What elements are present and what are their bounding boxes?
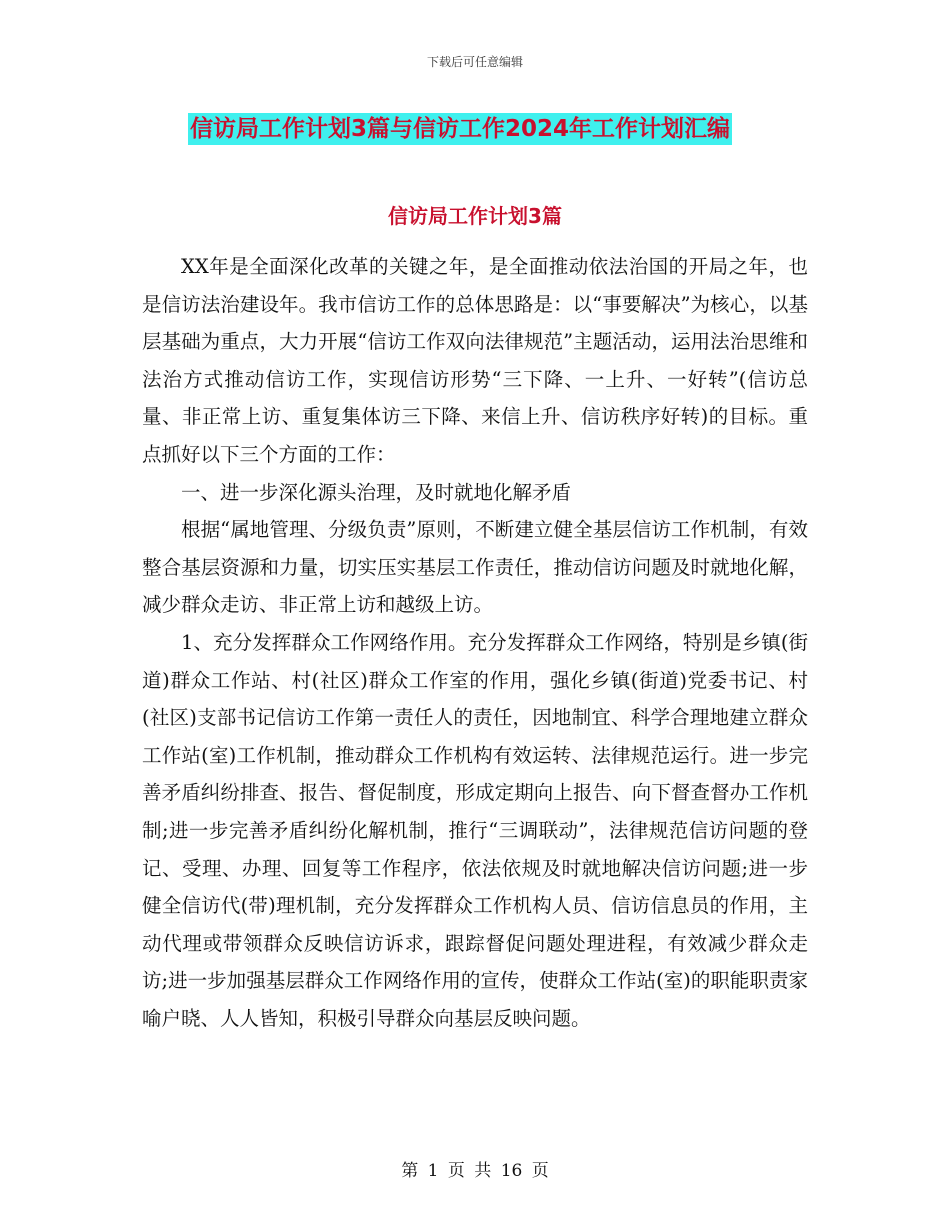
- section-heading-1: 一、进一步深化源头治理，及时就地化解矛盾: [181, 480, 572, 504]
- page-number-footer: 第 1 页 共 16 页: [401, 1161, 549, 1181]
- document-body: [142, 248, 808, 1037]
- paragraph-item-1: 1、充分发挥群众工作网络作用。充分发挥群众工作网络，特别是乡镇(街道)群众工作站、村(社区)群众工作室的作用，强化乡镇(街道)党委书记、村(社区)支部书记信访工作第一责任人的责任，因地制宜、科学合理地建立群众工作站(室)工作机制，推动群众工作机构有效运转、法律规范运行。进一步完善矛盾纠纷排查、报告、督促制度，形成定期向上报告、向下督查督办工作机制;进一步完善矛盾纠纷化解机制，推行“三调联动”，法律规范信访问题的登记、受理、办理、回复等工作程序，依法依规及时就地解决信访问题;进一步健全信访代(带)理机制，充分发挥群众工作机构人员、信访信息员的作用，主动代理或带领群众反映信访诉求，跟踪督促问题处理进程，有效减少群众走访;进一步加强基层群众工作网络作用的宣传，使群众工作站(室)的职能职责家喻户晓、人人皆知，积极引导群众向基层反映问题。: [142, 630, 808, 1030]
- paragraph-intro: XX年是全面深化改革的关键之年，是全面推动依法治国的开局之年，也是信访法治建设年。我市信访工作的总体思路是：以“事要解决”为核心，以基层基础为重点，大力开展“信访工作双向法律规范”主题活动，运用法治思维和法治方式推动信访工作，实现信访形势“三下降、一上升、一好转”(信访总量、非正常上访、重复集体访三下降、来信上升、信访秩序好转)的目标。重点抓好以下三个方面的工作：: [142, 255, 808, 466]
- header-note: 下载后可任意编辑: [426, 55, 523, 69]
- paragraph-section-1-intro: 根据“属地管理、分级负责”原则，不断建立健全基层信访工作机制，有效整合基层资源和力量，切实压实基层工作责任，推动信访问题及时就地化解，减少群众走访、非正常上访和越级上访。: [142, 518, 808, 617]
- document-sub-title: 信访局工作计划3篇: [388, 204, 562, 228]
- document-main-title: 信访局工作计划3篇与信访工作2024年工作计划汇编: [188, 113, 732, 145]
